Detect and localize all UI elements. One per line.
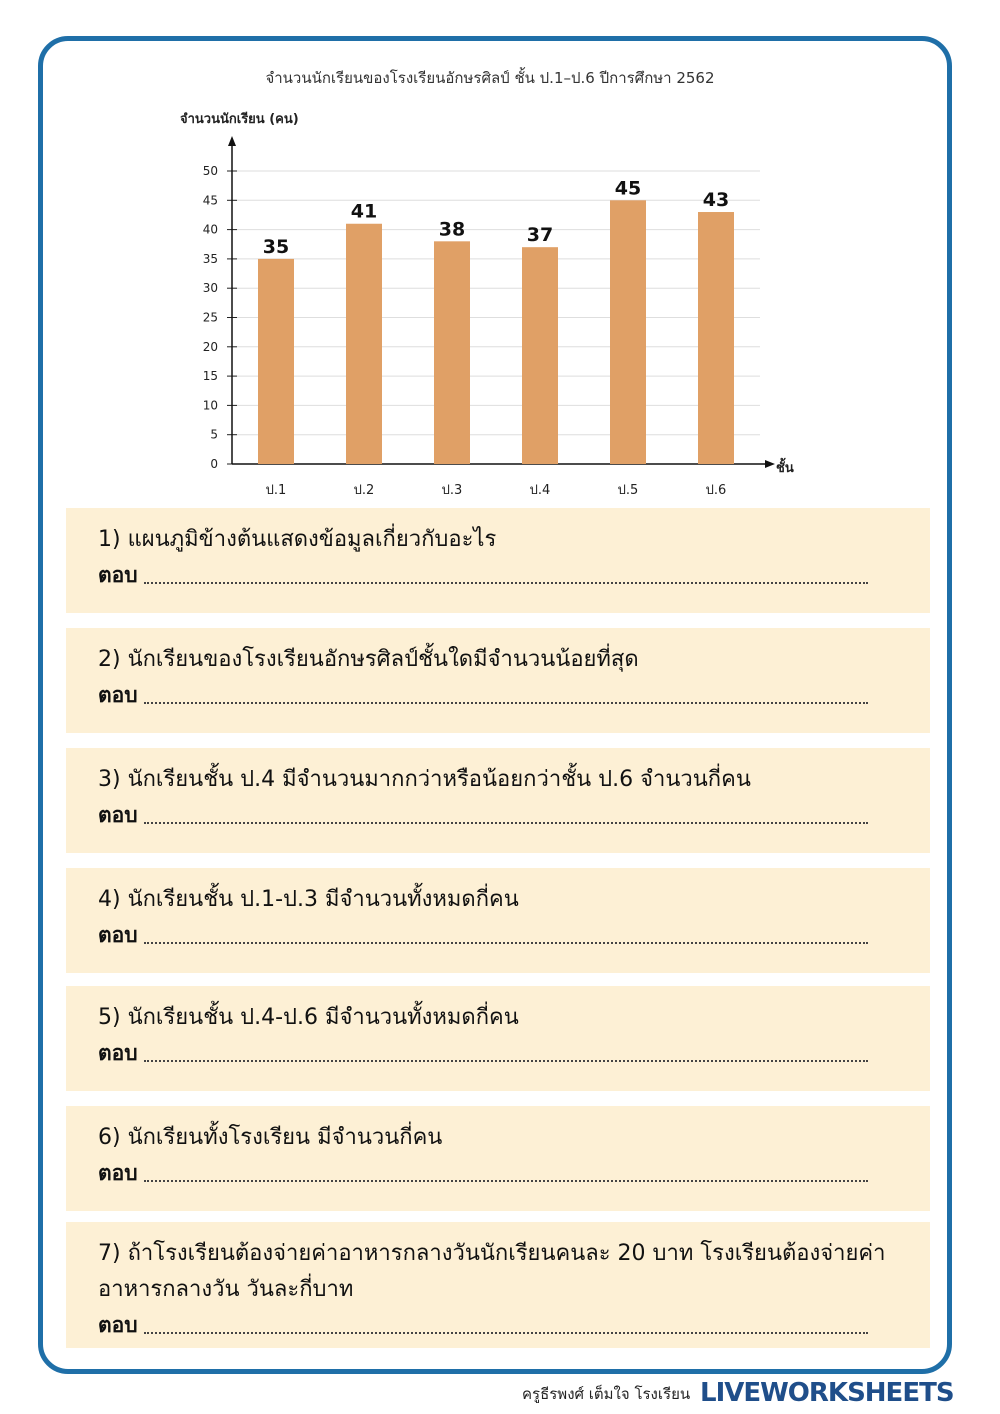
answer-label: ตอบ xyxy=(98,1161,138,1185)
answer-blank[interactable] xyxy=(144,1310,868,1334)
y-tick-label: 40 xyxy=(202,222,218,237)
bar-data-label: 35 xyxy=(262,235,290,258)
answer-label: ตอบ xyxy=(98,803,138,827)
answer-line[interactable] xyxy=(98,1036,900,1070)
question-box-7 xyxy=(66,1222,930,1348)
bar xyxy=(522,247,558,464)
x-category-label: ป.1 xyxy=(265,483,287,498)
answer-blank[interactable] xyxy=(144,800,868,824)
chart-title: จำนวนนักเรียนของโรงเรียนอักษรศิลป์ ชั้น ป.1–ป.6 ปีการศึกษา 2562 xyxy=(265,69,715,87)
x-axis-arrow xyxy=(765,460,775,468)
answer-blank[interactable] xyxy=(144,560,868,584)
bar-data-label: 37 xyxy=(526,224,554,247)
question-text: 7) ถ้าโรงเรียนต้องจ่ายค่าอาหารกลางวันนักเรียนคนละ 20 บาท โรงเรียนต้องจ่ายค่าอาหารกลางวัน วันละกี่บาท xyxy=(98,1241,886,1302)
question-text: 1) แผนภูมิข้างต้นแสดงข้อมูลเกี่ยวกับอะไร xyxy=(98,527,497,552)
x-category-label: ป.3 xyxy=(441,483,463,498)
bar xyxy=(698,212,734,464)
bar xyxy=(610,200,646,464)
bar xyxy=(258,259,294,464)
answer-blank[interactable] xyxy=(144,1038,868,1062)
question-text: 3) นักเรียนชั้น ป.4 มีจำนวนมากกว่าหรือน้อยกว่าชั้น ป.6 จำนวนกี่คน xyxy=(98,767,751,792)
answer-line[interactable] xyxy=(98,918,900,952)
y-tick-label: 50 xyxy=(202,164,218,178)
answer-label: ตอบ xyxy=(98,683,138,707)
bar-data-label: 41 xyxy=(350,200,378,223)
answer-label: ตอบ xyxy=(98,1041,138,1065)
chart-svg xyxy=(150,60,850,510)
y-tick-label: 15 xyxy=(202,369,218,384)
answer-blank[interactable] xyxy=(144,680,868,704)
question-text: 4) นักเรียนชั้น ป.1-ป.3 มีจำนวนทั้งหมดกี่คน xyxy=(98,887,519,912)
answer-line[interactable] xyxy=(98,678,900,712)
question-box-4 xyxy=(66,868,930,973)
bar-chart xyxy=(150,60,850,510)
answer-line[interactable] xyxy=(98,1308,900,1342)
y-tick-label: 0 xyxy=(210,457,218,471)
y-tick-label: 35 xyxy=(202,251,218,266)
bar xyxy=(434,241,470,464)
answer-label: ตอบ xyxy=(98,923,138,947)
liveworksheets-logo[interactable]: LIVEWORKSHEETS xyxy=(700,1378,954,1408)
bar xyxy=(346,224,382,464)
y-tick-label: 10 xyxy=(202,398,218,413)
y-tick-label: 20 xyxy=(202,339,218,354)
answer-line[interactable] xyxy=(98,558,900,592)
y-tick-label: 5 xyxy=(210,427,218,442)
footer-credit: ครูธีรพงศ์ เต็มใจ โรงเรียน xyxy=(522,1385,691,1403)
question-box-2 xyxy=(66,628,930,733)
y-axis-arrow xyxy=(228,136,236,146)
question-text: 5) นักเรียนชั้น ป.4-ป.6 มีจำนวนทั้งหมดกี่คน xyxy=(98,1005,519,1030)
answer-blank[interactable] xyxy=(144,1158,868,1182)
question-box-5 xyxy=(66,986,930,1091)
y-tick-label: 30 xyxy=(202,281,218,296)
question-box-1 xyxy=(66,508,930,613)
x-category-label: ป.4 xyxy=(529,483,551,498)
bar-data-label: 43 xyxy=(702,189,730,212)
y-tick-label: 45 xyxy=(202,193,218,208)
answer-label: ตอบ xyxy=(98,563,138,587)
x-category-label: ป.6 xyxy=(705,483,727,498)
bar-data-label: 38 xyxy=(438,218,466,241)
y-tick-label: 25 xyxy=(202,310,218,325)
x-category-label: ป.5 xyxy=(617,483,639,498)
question-text: 6) นักเรียนทั้งโรงเรียน มีจำนวนกี่คน xyxy=(98,1125,443,1150)
bar-data-label: 45 xyxy=(614,177,642,200)
question-text: 2) นักเรียนของโรงเรียนอักษรศิลป์ชั้นใดมีจำนวนน้อยที่สุด xyxy=(98,647,639,672)
x-category-label: ป.2 xyxy=(353,483,375,498)
answer-line[interactable] xyxy=(98,798,900,832)
x-axis-label: ชั้น xyxy=(776,461,794,476)
y-axis-label: จำนวนนักเรียน (คน) xyxy=(180,112,299,127)
question-box-3 xyxy=(66,748,930,853)
question-box-6 xyxy=(66,1106,930,1211)
answer-blank[interactable] xyxy=(144,920,868,944)
answer-line[interactable] xyxy=(98,1156,900,1190)
answer-label: ตอบ xyxy=(98,1313,138,1337)
